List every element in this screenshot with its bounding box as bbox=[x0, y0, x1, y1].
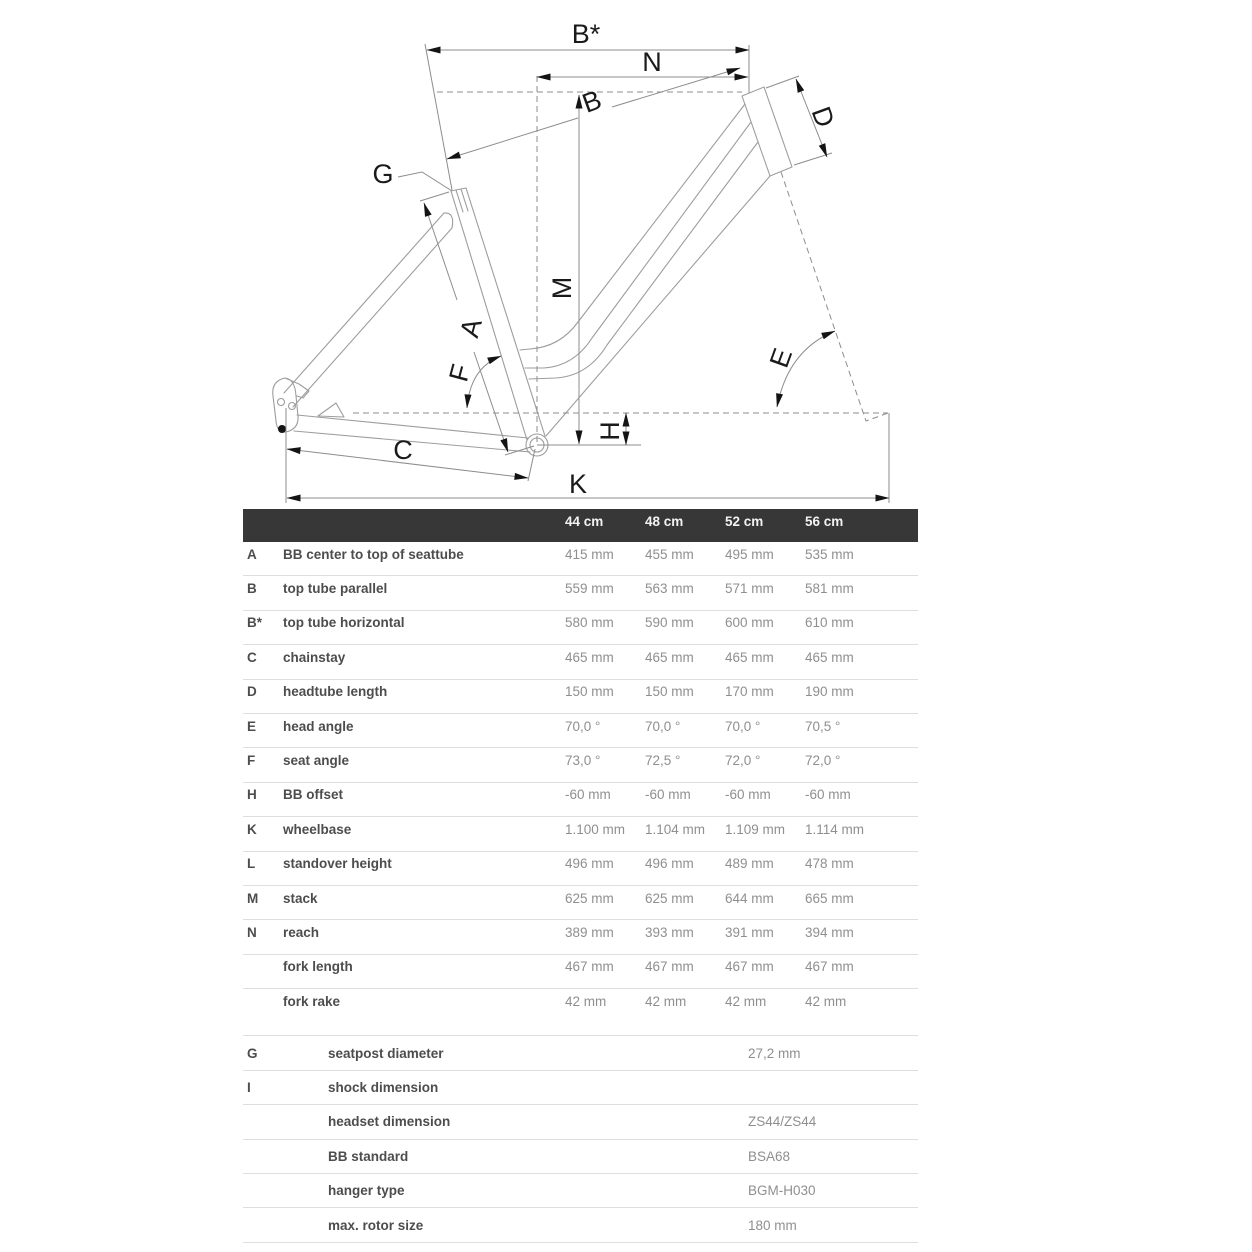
spec-row bbox=[243, 852, 918, 886]
spec-letter: G bbox=[247, 1045, 258, 1061]
spec-row bbox=[243, 611, 918, 645]
spec-value: 467 mm bbox=[805, 959, 854, 975]
label-d: D bbox=[805, 102, 841, 132]
spec-value: 42 mm bbox=[725, 993, 767, 1009]
spec-row bbox=[243, 748, 918, 782]
spec-value: 489 mm bbox=[725, 856, 774, 872]
spec-label: shock dimension bbox=[328, 1080, 439, 1096]
spec-value: 72,5 ° bbox=[645, 752, 681, 768]
dim-b bbox=[612, 68, 740, 107]
spec-value: 625 mm bbox=[645, 890, 694, 906]
spec-value: 496 mm bbox=[645, 856, 694, 872]
head-tube bbox=[742, 87, 792, 176]
spec-row bbox=[243, 576, 918, 610]
label-c: C bbox=[393, 435, 413, 465]
spec-label: hanger type bbox=[328, 1183, 405, 1199]
spec-label: top tube horizontal bbox=[283, 615, 405, 631]
spec-label: wheelbase bbox=[283, 821, 352, 837]
spec-letter: N bbox=[247, 924, 257, 940]
seatpost-walls bbox=[456, 189, 468, 212]
spec-value: 455 mm bbox=[645, 546, 694, 562]
spec-value: 70,5 ° bbox=[805, 718, 841, 734]
a-extension bbox=[420, 192, 449, 201]
label-k: K bbox=[568, 469, 588, 499]
spec-row bbox=[243, 783, 918, 817]
rear-dropout bbox=[273, 378, 309, 432]
spec-value: BSA68 bbox=[748, 1148, 791, 1164]
spec-label: headtube length bbox=[283, 684, 388, 700]
spec-value: 496 mm bbox=[565, 856, 614, 872]
spec-value: 467 mm bbox=[725, 959, 774, 975]
spec-value: 42 mm bbox=[805, 993, 847, 1009]
frame-drawing bbox=[273, 87, 792, 456]
spec-value: 150 mm bbox=[565, 684, 614, 700]
spec-row bbox=[243, 680, 918, 714]
spec-letter: H bbox=[247, 787, 257, 803]
spec-value: 465 mm bbox=[805, 649, 854, 665]
seat-stay bbox=[284, 213, 453, 407]
spec-letter: D bbox=[247, 684, 257, 700]
spec-value: 391 mm bbox=[725, 924, 774, 940]
spec-label: seat angle bbox=[283, 752, 350, 768]
dim-b bbox=[447, 118, 578, 159]
label-e: E bbox=[763, 344, 799, 372]
spec-value: -60 mm bbox=[805, 787, 851, 803]
spec-row bbox=[243, 645, 918, 679]
spec-value: 1.100 mm bbox=[565, 821, 626, 837]
spec-value: 1.104 mm bbox=[645, 821, 706, 837]
spec-letter: B* bbox=[247, 615, 263, 631]
spec-value: 600 mm bbox=[725, 615, 774, 631]
label-b: B bbox=[578, 84, 606, 119]
component-spec-row bbox=[243, 1208, 918, 1242]
spec-value: 625 mm bbox=[565, 890, 614, 906]
d-extension bbox=[766, 76, 799, 88]
spec-label: max. rotor size bbox=[328, 1217, 424, 1233]
spec-value: 72,0 ° bbox=[805, 752, 841, 768]
top-tube-lower bbox=[525, 122, 751, 368]
size-column-header: 56 cm bbox=[805, 513, 844, 529]
spec-value: -60 mm bbox=[725, 787, 771, 803]
spec-value: 581 mm bbox=[805, 580, 854, 596]
spec-label: chainstay bbox=[283, 649, 346, 665]
reference-lines bbox=[353, 76, 888, 444]
spec-value: BGM-H030 bbox=[748, 1183, 816, 1199]
component-spec-body bbox=[243, 1036, 918, 1242]
down-tube-upper bbox=[529, 142, 758, 379]
spec-letter: I bbox=[247, 1080, 251, 1096]
spec-value: 580 mm bbox=[565, 615, 614, 631]
spec-label: headset dimension bbox=[328, 1114, 451, 1130]
spec-label: BB offset bbox=[283, 787, 343, 803]
spec-value: 190 mm bbox=[805, 684, 854, 700]
component-spec-row bbox=[243, 1105, 918, 1139]
label-m: M bbox=[547, 276, 577, 300]
spec-value: 394 mm bbox=[805, 924, 854, 940]
label-g: G bbox=[372, 159, 394, 189]
spec-value: 42 mm bbox=[565, 993, 607, 1009]
spec-row bbox=[243, 542, 918, 576]
spec-value: 70,0 ° bbox=[565, 718, 601, 734]
size-table-body bbox=[243, 542, 918, 1022]
g-leader bbox=[398, 172, 452, 191]
steering-axis bbox=[781, 172, 888, 421]
spec-letter: L bbox=[247, 856, 256, 872]
spec-label: head angle bbox=[283, 718, 354, 734]
spec-value: 150 mm bbox=[645, 684, 694, 700]
spec-value: 563 mm bbox=[645, 580, 694, 596]
component-spec-row bbox=[243, 1036, 918, 1070]
spec-value: 465 mm bbox=[645, 649, 694, 665]
label-n: N bbox=[642, 47, 662, 77]
spec-value: 393 mm bbox=[645, 924, 694, 940]
label-f: F bbox=[443, 361, 477, 385]
spec-letter: B bbox=[247, 580, 257, 596]
spec-letter: K bbox=[247, 821, 257, 837]
spec-value: 42 mm bbox=[645, 993, 687, 1009]
geometry-spec-table bbox=[243, 509, 918, 1243]
spec-value: 389 mm bbox=[565, 924, 614, 940]
spec-value: 590 mm bbox=[645, 615, 694, 631]
spec-value: 1.114 mm bbox=[805, 821, 865, 837]
spec-value: 415 mm bbox=[565, 546, 614, 562]
spec-value: -60 mm bbox=[645, 787, 691, 803]
spec-value: 27,2 mm bbox=[748, 1045, 801, 1061]
kickstand-plate bbox=[318, 403, 344, 417]
spec-value: 72,0 ° bbox=[725, 752, 761, 768]
spec-letter: E bbox=[247, 718, 257, 734]
size-column-header: 44 cm bbox=[565, 513, 604, 529]
spec-value: 70,0 ° bbox=[725, 718, 761, 734]
axle-dot bbox=[278, 425, 286, 433]
spec-letter: M bbox=[247, 890, 259, 906]
spec-label: BB standard bbox=[328, 1148, 409, 1164]
spec-value: 478 mm bbox=[805, 856, 854, 872]
spec-value: 180 mm bbox=[748, 1217, 797, 1233]
spec-value: ZS44/ZS44 bbox=[748, 1114, 817, 1130]
top-tube-upper bbox=[520, 104, 745, 350]
label-h: H bbox=[595, 421, 625, 441]
size-column-header: 52 cm bbox=[725, 513, 764, 529]
spec-value: 610 mm bbox=[805, 615, 854, 631]
spec-value: 665 mm bbox=[805, 890, 854, 906]
spec-value: 559 mm bbox=[565, 580, 614, 596]
dim-a bbox=[474, 352, 508, 452]
spec-row bbox=[243, 989, 918, 1022]
spec-value: 495 mm bbox=[725, 546, 774, 562]
spec-letter: C bbox=[247, 649, 257, 665]
spec-label: stack bbox=[283, 890, 318, 906]
spec-label: standover height bbox=[283, 856, 392, 872]
component-spec-row bbox=[243, 1174, 918, 1208]
c-extension bbox=[528, 449, 535, 481]
spec-letter: A bbox=[247, 546, 257, 562]
spec-value: 1.109 mm bbox=[725, 821, 786, 837]
spec-label: fork length bbox=[283, 959, 353, 975]
spec-value: 535 mm bbox=[805, 546, 854, 562]
spec-value: 465 mm bbox=[725, 649, 774, 665]
spec-row bbox=[243, 714, 918, 748]
component-spec-row bbox=[243, 1140, 918, 1174]
spec-value: 644 mm bbox=[725, 890, 774, 906]
spec-label: seatpost diameter bbox=[328, 1045, 444, 1061]
label-a: A bbox=[454, 315, 488, 341]
down-tube-lower bbox=[546, 176, 770, 436]
spec-value: 465 mm bbox=[565, 649, 614, 665]
spec-value: 467 mm bbox=[645, 959, 694, 975]
size-table-header bbox=[243, 509, 918, 542]
spec-label: BB center to top of seattube bbox=[283, 546, 464, 562]
seat-tube bbox=[451, 188, 545, 440]
spec-value: 170 mm bbox=[725, 684, 774, 700]
size-column-header: 48 cm bbox=[645, 513, 684, 529]
spec-value: 73,0 ° bbox=[565, 752, 601, 768]
spec-row bbox=[243, 955, 918, 989]
spec-row bbox=[243, 886, 918, 920]
spec-value: 571 mm bbox=[725, 580, 774, 596]
spec-label: fork rake bbox=[283, 993, 341, 1009]
spec-label: reach bbox=[283, 924, 320, 940]
spec-value: -60 mm bbox=[565, 787, 611, 803]
spec-row bbox=[243, 920, 918, 954]
geometry-diagram bbox=[0, 0, 1252, 508]
spec-label: top tube parallel bbox=[283, 580, 388, 596]
seat-axis-extension bbox=[425, 44, 452, 190]
dropout-hole bbox=[278, 399, 285, 406]
spec-row bbox=[243, 817, 918, 851]
spec-letter: F bbox=[247, 752, 256, 768]
spec-value: 467 mm bbox=[565, 959, 614, 975]
component-spec-row bbox=[243, 1071, 918, 1105]
label-b-star: B* bbox=[571, 19, 601, 49]
table-section-spacer bbox=[243, 1022, 918, 1036]
spec-value: 70,0 ° bbox=[645, 718, 681, 734]
